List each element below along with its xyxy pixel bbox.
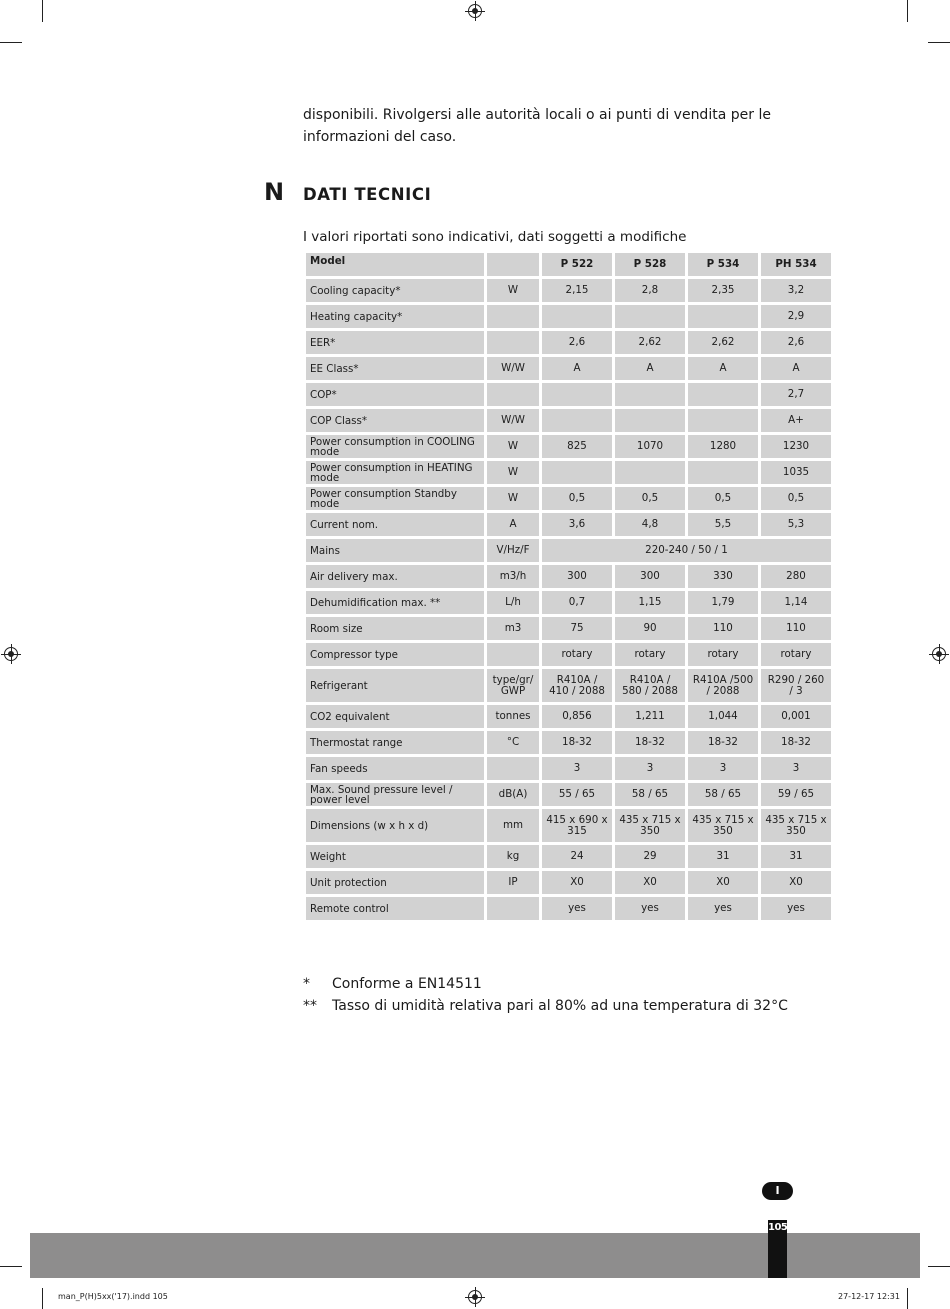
row-value: 0,856 [542, 705, 612, 728]
row-value: yes [615, 897, 685, 920]
row-value [615, 305, 685, 328]
registration-mark-icon [468, 1290, 482, 1304]
row-value: 1,211 [615, 705, 685, 728]
row-unit [487, 383, 539, 406]
table-row [306, 617, 831, 640]
table-row [306, 669, 831, 702]
table-row [306, 731, 831, 754]
row-value: 2,9 [761, 305, 831, 328]
table-row [306, 279, 831, 302]
row-value: yes [542, 897, 612, 920]
row-value: 2,62 [688, 331, 758, 354]
table-subtitle: I valori riportati sono indicativi, dati soggetti a modifiche [303, 229, 687, 245]
row-label: Weight [306, 845, 484, 868]
row-label: EE Class* [306, 357, 484, 380]
row-label: EER* [306, 331, 484, 354]
row-unit: °C [487, 731, 539, 754]
row-value [615, 461, 685, 484]
row-unit: W [487, 487, 539, 510]
row-value: 18-32 [688, 731, 758, 754]
row-value: 0,5 [542, 487, 612, 510]
row-label: Room size [306, 617, 484, 640]
row-value: rotary [688, 643, 758, 666]
table-row [306, 357, 831, 380]
footnote-mark: ** [303, 998, 317, 1014]
row-unit: type/gr/ GWP [487, 669, 539, 702]
row-value: 29 [615, 845, 685, 868]
row-value: 59 / 65 [761, 783, 831, 806]
row-value: X0 [542, 871, 612, 894]
row-unit: m3 [487, 617, 539, 640]
table-row [306, 513, 831, 536]
row-label: Current nom. [306, 513, 484, 536]
row-value [542, 383, 612, 406]
header-label: Model [306, 253, 484, 276]
row-unit: W/W [487, 357, 539, 380]
row-value: A [688, 357, 758, 380]
header-model: P 522 [542, 253, 612, 276]
footnote-item [303, 973, 788, 995]
row-value [688, 409, 758, 432]
spec-table-body [306, 253, 831, 920]
row-label: Thermostat range [306, 731, 484, 754]
section-title: DATI TECNICI [303, 185, 432, 204]
row-value: rotary [761, 643, 831, 666]
row-label: Remote control [306, 897, 484, 920]
row-value [688, 383, 758, 406]
table-row [306, 783, 831, 806]
row-unit: L/h [487, 591, 539, 614]
row-label: Fan speeds [306, 757, 484, 780]
row-value: A+ [761, 409, 831, 432]
row-unit [487, 897, 539, 920]
row-value: R410A /500 / 2088 [688, 669, 758, 702]
row-value: 18-32 [542, 731, 612, 754]
row-value: 0,5 [615, 487, 685, 510]
row-value: 2,62 [615, 331, 685, 354]
row-value: 24 [542, 845, 612, 868]
row-value: 3,2 [761, 279, 831, 302]
row-label: Cooling capacity* [306, 279, 484, 302]
row-value: 18-32 [615, 731, 685, 754]
row-unit: IP [487, 871, 539, 894]
row-label: Heating capacity* [306, 305, 484, 328]
row-label: Air delivery max. [306, 565, 484, 588]
row-value: 1280 [688, 435, 758, 458]
row-value: 1070 [615, 435, 685, 458]
row-unit [487, 331, 539, 354]
table-header-row [306, 253, 831, 276]
row-value: X0 [688, 871, 758, 894]
row-unit [487, 643, 539, 666]
footnote-item [303, 995, 788, 1017]
registration-mark-icon [4, 647, 18, 661]
row-value: 0,001 [761, 705, 831, 728]
slug-timestamp: 27-12-17 12:31 [838, 1292, 900, 1301]
row-value [615, 383, 685, 406]
row-label: Dimensions (w x h x d) [306, 809, 484, 842]
row-value: rotary [615, 643, 685, 666]
table-row [306, 757, 831, 780]
row-value: yes [761, 897, 831, 920]
crop-mark [907, 1288, 908, 1309]
row-value: 5,5 [688, 513, 758, 536]
table-row [306, 383, 831, 406]
row-value: 280 [761, 565, 831, 588]
row-label: Power consumption Standby mode [306, 487, 484, 510]
row-value: A [615, 357, 685, 380]
row-value: 1,15 [615, 591, 685, 614]
table-row [306, 409, 831, 432]
crop-mark [928, 42, 950, 43]
row-unit: tonnes [487, 705, 539, 728]
table-row [306, 565, 831, 588]
row-value [542, 461, 612, 484]
row-label: Dehumidification max. ** [306, 591, 484, 614]
table-row [306, 305, 831, 328]
row-value: 3 [615, 757, 685, 780]
row-label: Power consumption in HEATING mode [306, 461, 484, 484]
row-value: 3 [688, 757, 758, 780]
row-value: 3 [761, 757, 831, 780]
row-value: 2,6 [761, 331, 831, 354]
row-value: 2,6 [542, 331, 612, 354]
row-value [688, 461, 758, 484]
row-value: X0 [615, 871, 685, 894]
row-unit [487, 757, 539, 780]
page-number: 105 [768, 1222, 788, 1233]
footnote-text: Tasso di umidità relativa pari al 80% ad una temperatura di 32°C [332, 998, 788, 1014]
crop-mark [42, 0, 43, 22]
table-row [306, 435, 831, 458]
row-value: 435 x 715 x 350 [615, 809, 685, 842]
table-row [306, 643, 831, 666]
row-unit: m3/h [487, 565, 539, 588]
row-unit: W [487, 279, 539, 302]
crop-mark [0, 42, 22, 43]
table-row [306, 487, 831, 510]
section-letter: N [264, 178, 285, 206]
registration-mark-icon [932, 647, 946, 661]
crop-mark [928, 1266, 950, 1267]
row-value: X0 [761, 871, 831, 894]
intro-paragraph: disponibili. Rivolgersi alle autorità locali o ai punti di vendita per le informazioni del caso. [303, 107, 771, 145]
row-value: R410A / 410 / 2088 [542, 669, 612, 702]
row-value: 110 [761, 617, 831, 640]
row-value: 220-240 / 50 / 1 [542, 539, 831, 562]
row-label: Power consumption in COOLING mode [306, 435, 484, 458]
footnotes [303, 973, 788, 1017]
row-value: 435 x 715 x 350 [688, 809, 758, 842]
row-label: Unit protection [306, 871, 484, 894]
table-row [306, 809, 831, 842]
row-value: 0,5 [688, 487, 758, 510]
row-value: 4,8 [615, 513, 685, 536]
row-label: Mains [306, 539, 484, 562]
table-row [306, 845, 831, 868]
row-unit: mm [487, 809, 539, 842]
crop-mark [0, 1266, 22, 1267]
page-number-tab [768, 1220, 787, 1278]
row-unit: dB(A) [487, 783, 539, 806]
footnote-mark: * [303, 976, 310, 992]
row-value: 330 [688, 565, 758, 588]
row-value: 110 [688, 617, 758, 640]
row-value: 2,8 [615, 279, 685, 302]
row-value: 1,79 [688, 591, 758, 614]
row-value: A [761, 357, 831, 380]
row-value: 300 [542, 565, 612, 588]
row-value: 58 / 65 [688, 783, 758, 806]
row-value: 1035 [761, 461, 831, 484]
row-value: 2,15 [542, 279, 612, 302]
header-unit [487, 253, 539, 276]
row-value [615, 409, 685, 432]
row-value: 825 [542, 435, 612, 458]
table-row [306, 897, 831, 920]
row-value: 3,6 [542, 513, 612, 536]
header-model: P 528 [615, 253, 685, 276]
spec-table [303, 250, 834, 923]
row-value: 300 [615, 565, 685, 588]
row-value: 5,3 [761, 513, 831, 536]
row-value: 0,5 [761, 487, 831, 510]
row-unit: W [487, 461, 539, 484]
row-value: yes [688, 897, 758, 920]
row-label: CO2 equivalent [306, 705, 484, 728]
row-value [542, 409, 612, 432]
row-unit: kg [487, 845, 539, 868]
row-value: R290 / 260 / 3 [761, 669, 831, 702]
table-row [306, 539, 831, 562]
row-label: Compressor type [306, 643, 484, 666]
language-badge: I [762, 1182, 793, 1200]
row-value: 415 x 690 x 315 [542, 809, 612, 842]
row-unit [487, 305, 539, 328]
crop-mark [42, 1288, 43, 1309]
table-row [306, 705, 831, 728]
header-model: P 534 [688, 253, 758, 276]
table-row [306, 871, 831, 894]
row-label: Refrigerant [306, 669, 484, 702]
row-value: 2,35 [688, 279, 758, 302]
row-value: 75 [542, 617, 612, 640]
crop-mark [907, 0, 908, 22]
footnote-text: Conforme a EN14511 [332, 976, 482, 992]
table-row [306, 461, 831, 484]
row-value: 31 [761, 845, 831, 868]
row-value: rotary [542, 643, 612, 666]
row-unit: W/W [487, 409, 539, 432]
row-value: 0,7 [542, 591, 612, 614]
row-value: 3 [542, 757, 612, 780]
table-row [306, 591, 831, 614]
row-unit: V/Hz/F [487, 539, 539, 562]
slug-filename: man_P(H)5xx('17).indd 105 [58, 1292, 168, 1301]
row-value: 55 / 65 [542, 783, 612, 806]
row-value: 58 / 65 [615, 783, 685, 806]
row-value: 2,7 [761, 383, 831, 406]
row-unit: A [487, 513, 539, 536]
row-value: 1,044 [688, 705, 758, 728]
row-value: 90 [615, 617, 685, 640]
row-label: COP Class* [306, 409, 484, 432]
row-value: R410A / 580 / 2088 [615, 669, 685, 702]
row-value [542, 305, 612, 328]
registration-mark-icon [468, 4, 482, 18]
row-label: Max. Sound pressure level / power level [306, 783, 484, 806]
row-value [688, 305, 758, 328]
row-value: 1230 [761, 435, 831, 458]
header-model: PH 534 [761, 253, 831, 276]
row-value: 31 [688, 845, 758, 868]
row-value: 18-32 [761, 731, 831, 754]
row-value: 1,14 [761, 591, 831, 614]
row-label: COP* [306, 383, 484, 406]
row-value: A [542, 357, 612, 380]
row-value: 435 x 715 x 350 [761, 809, 831, 842]
table-row [306, 331, 831, 354]
row-unit: W [487, 435, 539, 458]
